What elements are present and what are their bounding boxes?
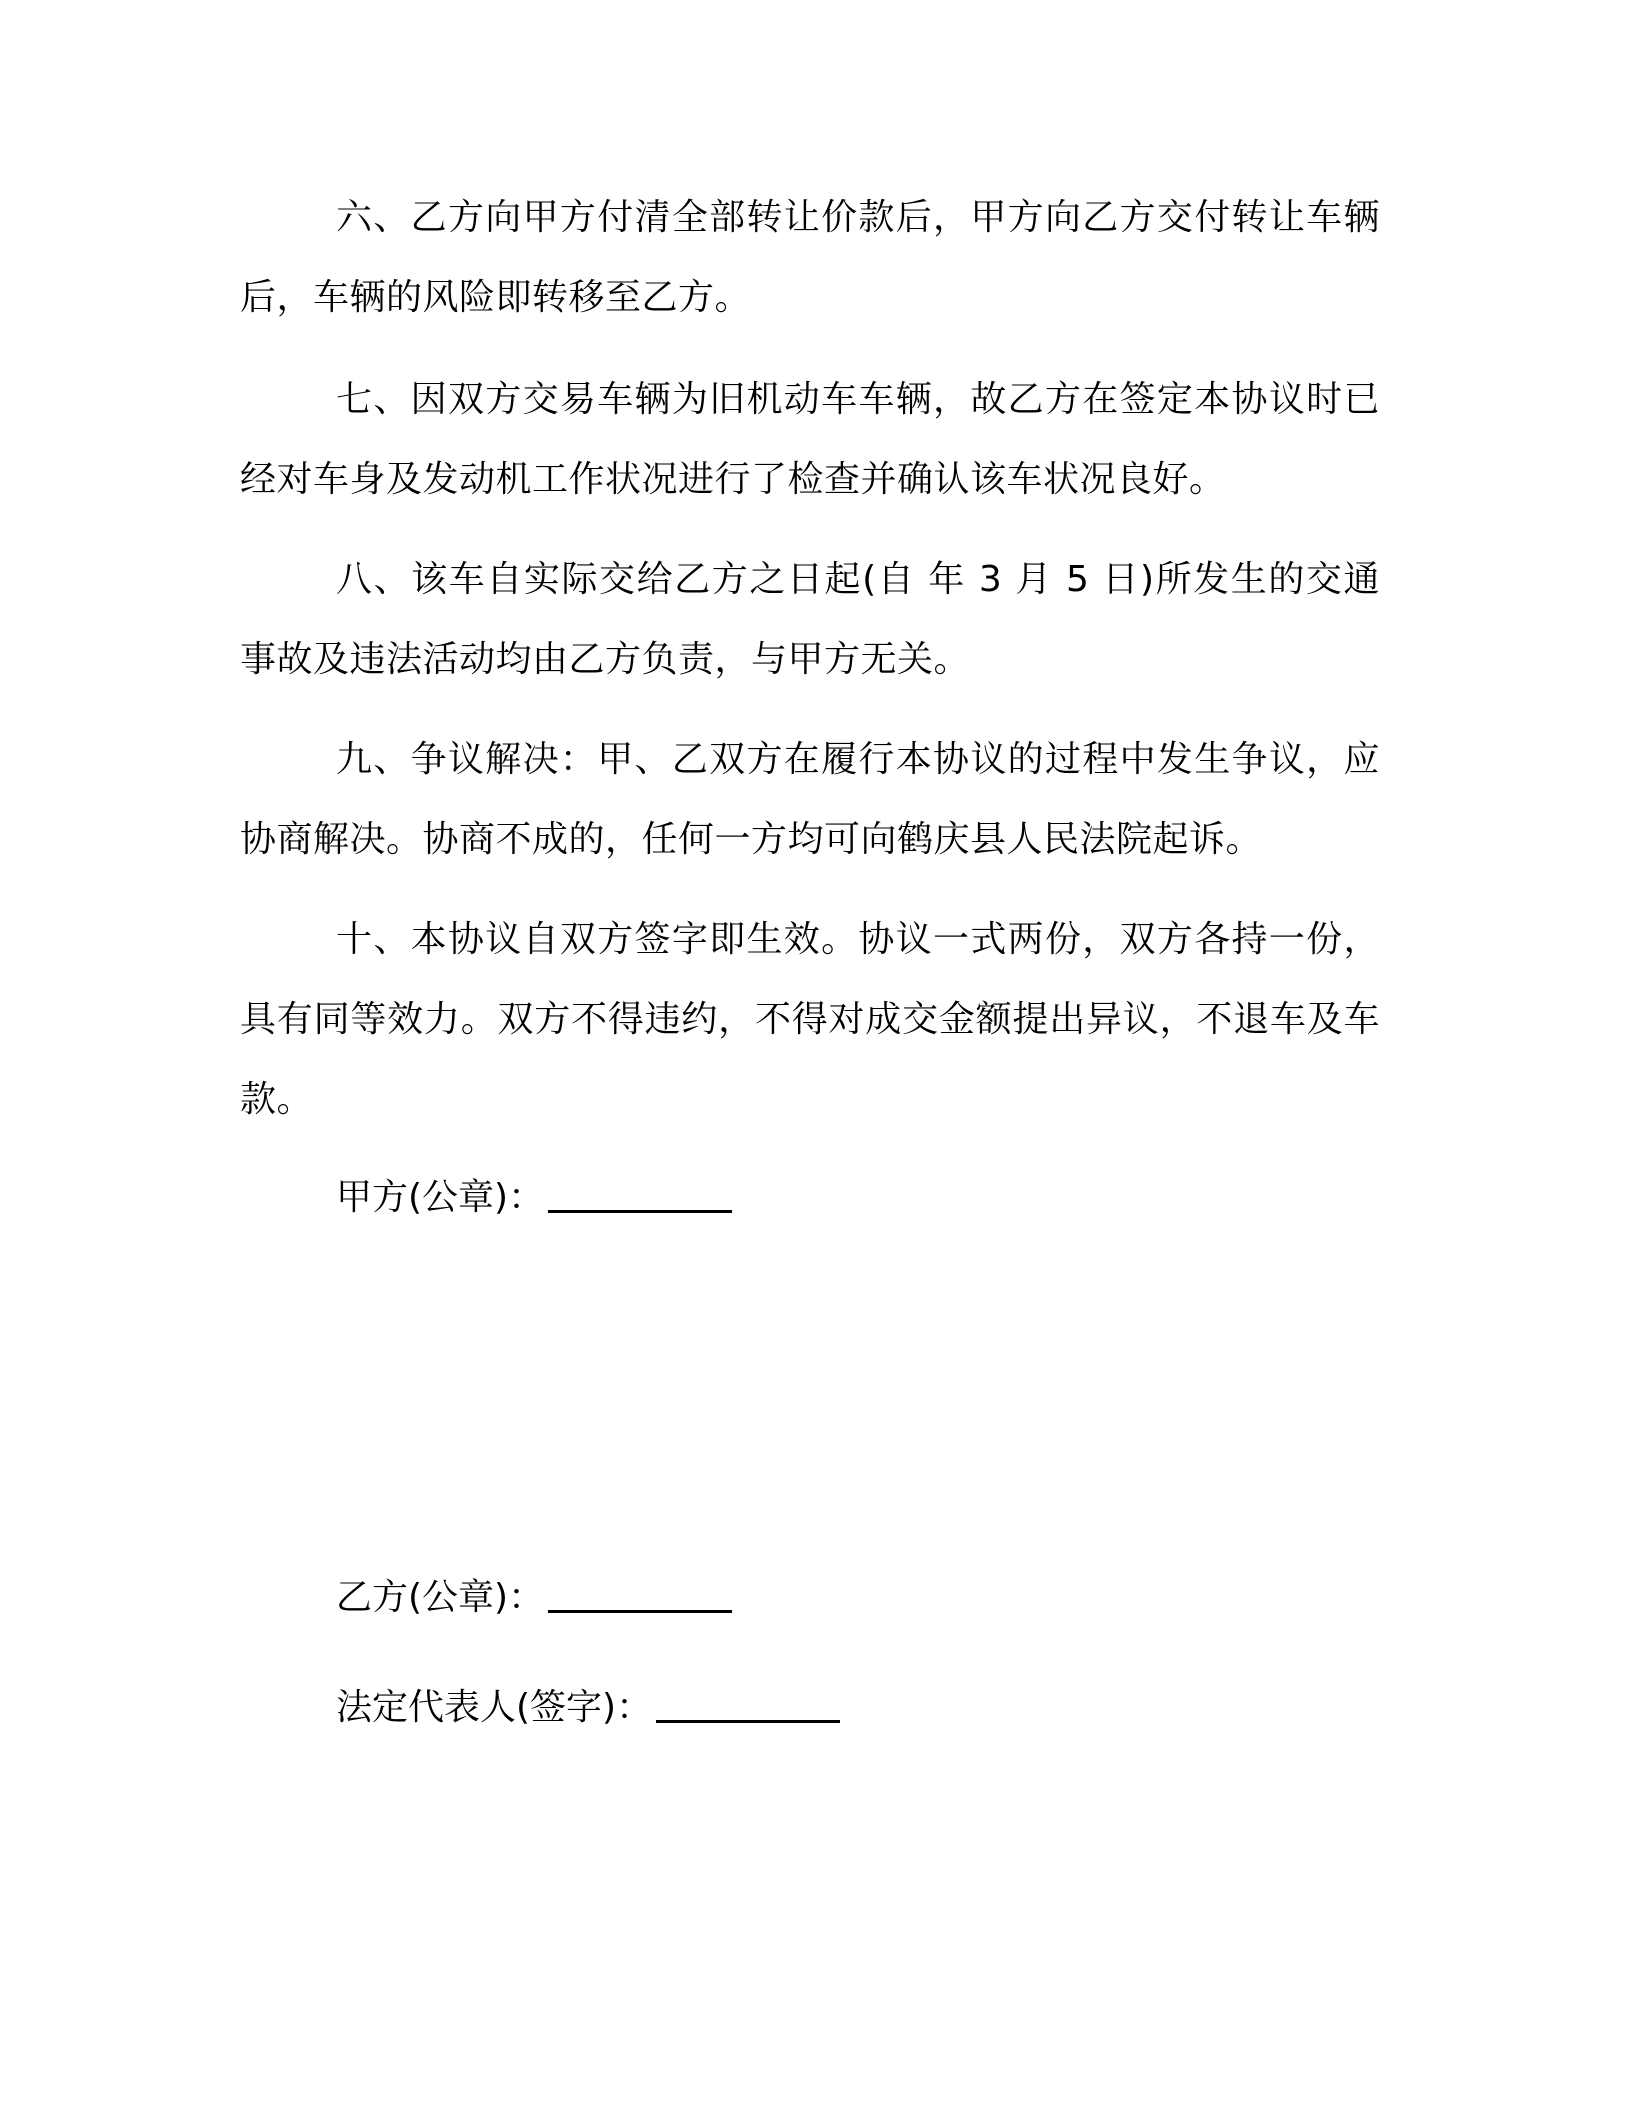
clause-seven: 七、因双方交易车辆为旧机动车车辆，故乙方在签定本协议时已经对车身及发动机工作状况进行了检查并确认该车状况良好。 <box>240 379 1380 500</box>
legal-rep-label: 法定代表人(签字)： <box>336 1687 653 1728</box>
legal-rep-blank <box>656 1680 840 1723</box>
clause-eight: 八、该车自实际交给乙方之日起(自 年 3 月 5 日)所发生的交通事故及违法活动均由乙方负责，与甲方无关。 <box>240 559 1380 680</box>
clause-ten: 十、本协议自双方签字即生效。协议一式两份，双方各持一份，具有同等效力。双方不得违约，不得对成交金额提出异议，不退车及车款。 <box>240 919 1380 1120</box>
party-a-signature-line <box>336 1166 732 1228</box>
party-b-signature-line <box>336 1566 732 1628</box>
party-b-blank <box>548 1570 732 1613</box>
party-a-label: 甲方(公章)： <box>336 1177 545 1218</box>
clause-nine: 九、争议解决：甲、乙双方在履行本协议的过程中发生争议，应协商解决。协商不成的，任何一方均可向鹤庆县人民法院起诉。 <box>240 739 1380 860</box>
legal-rep-signature-line <box>336 1676 840 1738</box>
clause-six: 六、乙方向甲方付清全部转让价款后，甲方向乙方交付转让车辆后，车辆的风险即转移至乙方。 <box>240 197 1380 318</box>
party-a-blank <box>548 1170 732 1213</box>
party-b-label: 乙方(公章)： <box>336 1577 545 1618</box>
